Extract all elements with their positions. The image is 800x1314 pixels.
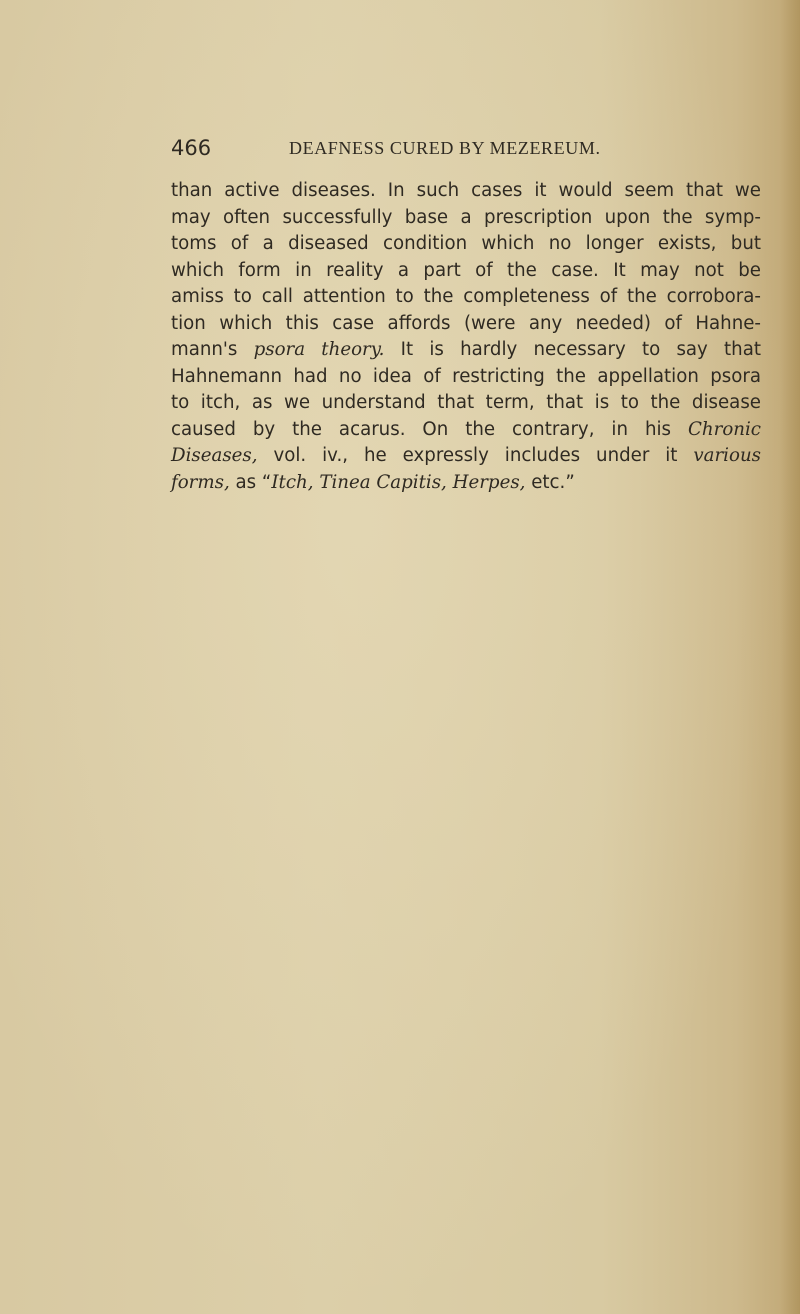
page-edge-shadow bbox=[780, 0, 800, 1314]
text-line-6: tion which this case affords (were any needed) of Hahne- bbox=[171, 312, 761, 334]
text-segment: mann's bbox=[171, 339, 254, 360]
text-segment: It is hardly necessary to say that bbox=[384, 339, 761, 360]
running-head bbox=[171, 136, 631, 160]
text-line-7 bbox=[171, 337, 761, 364]
body-paragraph bbox=[171, 178, 761, 496]
text-line-1: than active diseases. In such cases it would seem that we bbox=[171, 180, 761, 201]
text-line-4: which form in reality a part of the case. It may not be bbox=[171, 259, 761, 281]
text-segment: vol. iv., he expressly includes under it bbox=[257, 445, 694, 466]
italic-word-diseases: Diseases, bbox=[171, 445, 258, 466]
page-number: 466 bbox=[171, 136, 212, 160]
italic-word-chronic: Chronic bbox=[688, 418, 761, 440]
italic-phrase-itch-tinea-herpes: Itch, Tinea Capitis, Herpes, bbox=[271, 471, 526, 493]
text-segment: as “ bbox=[229, 471, 272, 493]
italic-word-various: various bbox=[693, 445, 761, 466]
running-title: DEAFNESS CURED BY MEZEREUM. bbox=[289, 138, 601, 158]
text-line-9: to itch, as we understand that term, that is to the disease bbox=[171, 392, 761, 413]
text-line-10 bbox=[171, 417, 761, 444]
italic-phrase-psora-theory: psora theory. bbox=[253, 339, 385, 360]
text-line-8: Hahnemann had no idea of restricting the appellation psora bbox=[171, 365, 761, 387]
italic-word-forms: forms, bbox=[171, 471, 230, 493]
text-line-5: amiss to call attention to the completeness of the corrobora- bbox=[171, 286, 761, 307]
text-line-2: may often successfully base a prescription upon the symp- bbox=[171, 206, 761, 228]
text-line-12 bbox=[171, 470, 761, 497]
text-line-11 bbox=[171, 443, 761, 470]
text-line-3: toms of a diseased condition which no longer exists, but bbox=[171, 233, 761, 254]
text-segment: etc.” bbox=[525, 471, 575, 493]
text-segment: caused by the acarus. On the contrary, in his bbox=[171, 418, 688, 440]
